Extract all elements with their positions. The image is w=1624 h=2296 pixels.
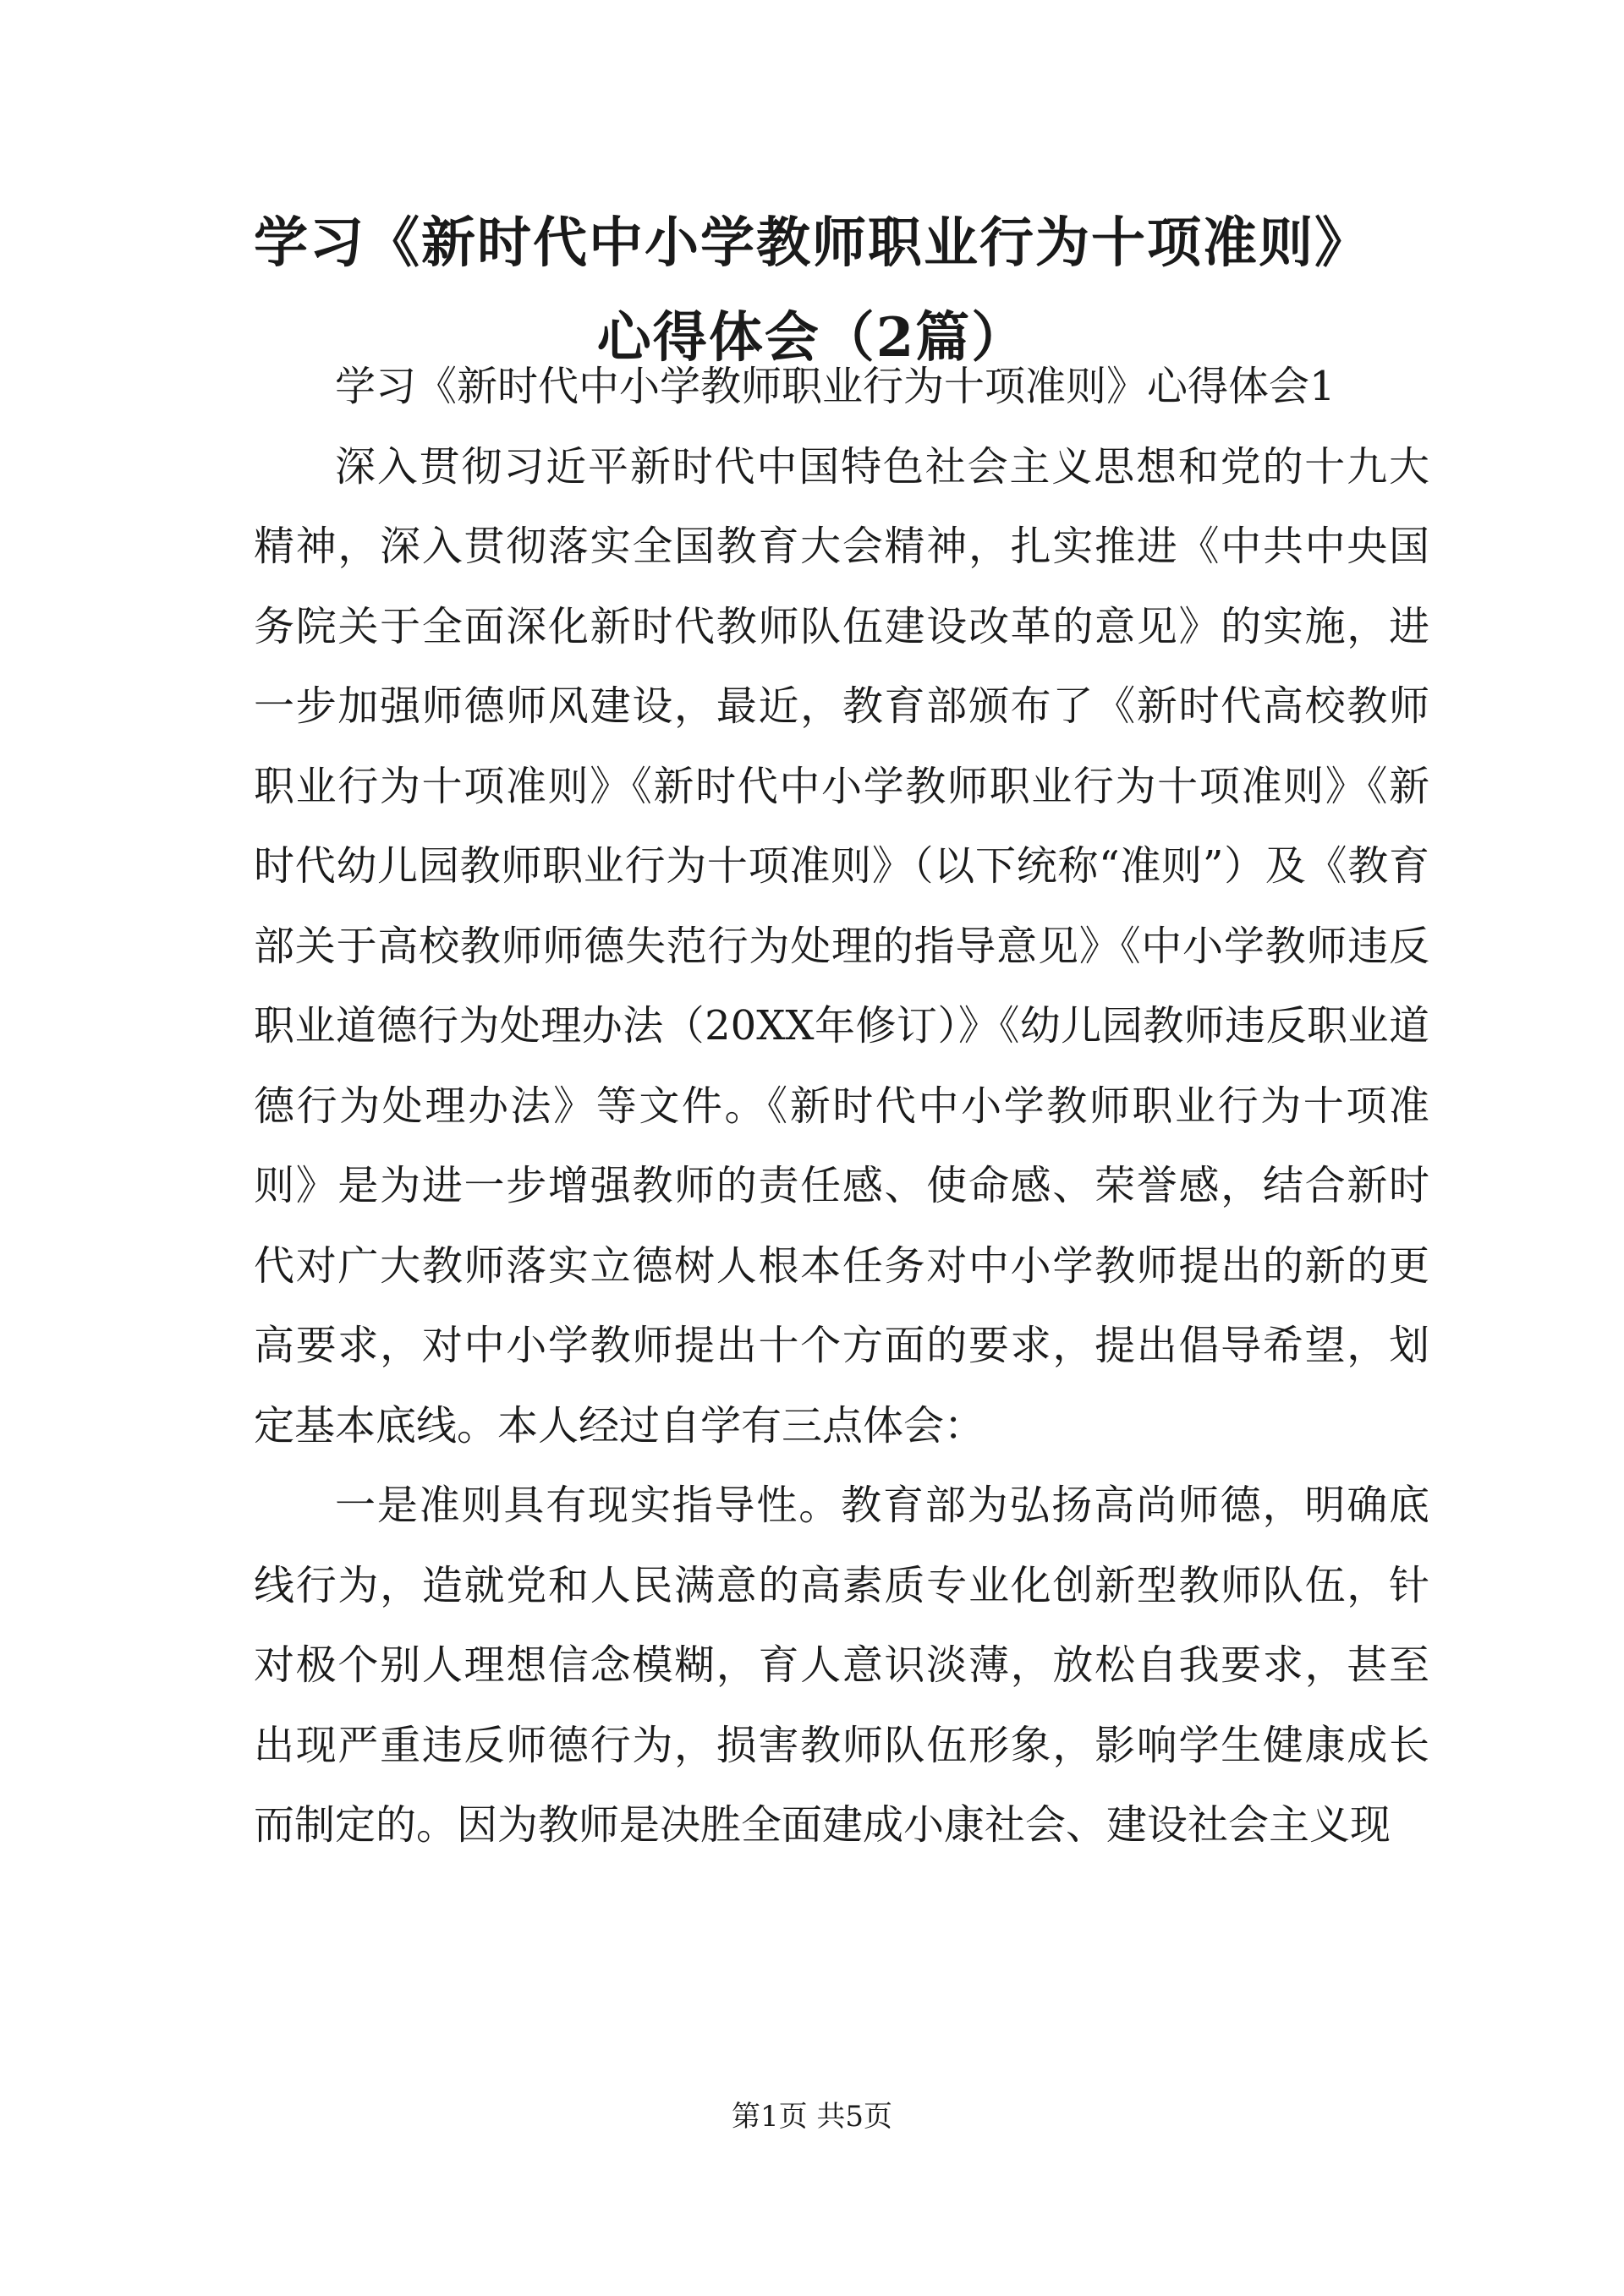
title-line-1: 学习《新时代中小学教师职业行为十项准则》 xyxy=(254,211,1370,275)
title-line-2: 心得体会（2篇） xyxy=(596,306,1028,370)
paragraph-point-one: 一是准则具有现实指导性。教育部为弘扬高尚师德，明确底线行为，造就党和人民满意的高素质专业化创新型教师队伍，针对极个别人理想信念模糊，育人意识淡薄，放松自我要求，甚至出现严重违反师德行为，损害教师队伍形象，影响学生健康成长而制定的。因为教师是决胜全面建成小康社会、建设社会主义现 xyxy=(254,1482,1429,1849)
document-body xyxy=(254,347,1429,1866)
section-subheading: 学习《新时代中小学教师职业行为十项准则》心得体会1 xyxy=(335,363,1336,410)
page-footer xyxy=(0,2096,1624,2138)
paragraph-intro: 深入贯彻习近平新时代中国特色社会主义思想和党的十九大精神，深入贯彻落实全国教育大会精神，扎实推进《中共中央国务院关于全面深化新时代教师队伍建设改革的意见》的实施，进一步加强师德师风建设，最近，教育部颁布了《新时代高校教师职业行为十项准则》《新时代中小学教师职业行为十项准则》《新时代幼儿园教师职业行为十项准则》（以下统称“准则”）及《教育部关于高校教师师德失范行为处理的指导意见》《中小学教师违反职业道德行为处理办法（20XX年修订）》《幼儿园教师违反职业道德行为处理办法》等文件。《新时代中小学教师职业行为十项准则》是为进一步增强教师的责任感、使命感、荣誉感，结合新时代对广大教师落实立德树人根本任务对中小学教师提出的新的更高要求，对中小学教师提出十个方面的要求，提出倡导希望，划定基本底线。本人经过自学有三点体会： xyxy=(254,442,1429,1449)
page-indicator: 第1页 共5页 xyxy=(731,2100,893,2134)
